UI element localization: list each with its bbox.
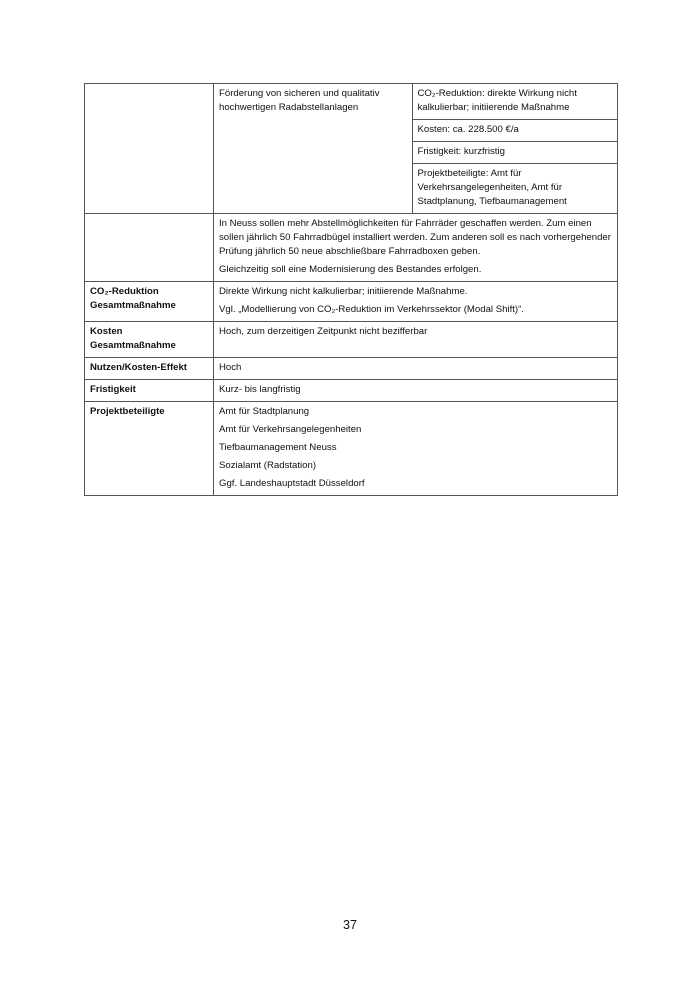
description-text: In Neuss sollen mehr Abstellmöglichkeiten für Fahrräder geschaffen werden. Zum einen sollen jährlich 50 Fahrradbügel installiert werden. Zum anderen soll es nach vorhergehender Prüfung jährlich 50 neue abschließbare Fahrradboxen geben.	[219, 218, 611, 257]
co2-line-2: Vgl. „Modellierung von CO₂-Reduktion im Verkehrssektor (Modal Shift)“.	[219, 304, 524, 315]
participant-item: Amt für Stadtplanung	[219, 406, 310, 417]
term-value: Kurz- bis langfristig	[214, 380, 618, 402]
co2-label: CO₂-Reduktion Gesamtmaßnahme	[85, 282, 214, 322]
measure-row	[85, 84, 618, 214]
participant-item: Ggf. Landeshauptstadt Düsseldorf	[219, 478, 365, 489]
participants-list	[214, 402, 618, 496]
measure-cost-cell: Kosten: ca. 228.500 €/a	[412, 120, 618, 142]
page-number: 37	[343, 918, 357, 932]
description-cell	[214, 214, 618, 282]
participants-label: Projektbeteiligte	[85, 402, 214, 496]
co2-row	[85, 282, 618, 322]
empty-label-cell-2	[85, 214, 214, 282]
measure-term-cell: Fristigkeit: kurzfristig	[412, 142, 618, 164]
benefit-value: Hoch	[214, 358, 618, 380]
description-row	[85, 214, 618, 282]
term-row	[85, 380, 618, 402]
cost-row	[85, 322, 618, 358]
co2-line-1: Direkte Wirkung nicht kalkulierbar; initiierende Maßnahme.	[219, 286, 468, 297]
measure-detail-cell	[214, 84, 618, 214]
measure-title: Förderung von sicheren und qualitativ hochwertigen Radabstellanlagen	[219, 88, 380, 113]
cost-label: Kosten Gesamtmaßnahme	[85, 322, 214, 358]
measure-inner-table	[214, 84, 618, 213]
co2-value-cell	[214, 282, 618, 322]
cost-value: Hoch, zum derzeitigen Zeitpunkt nicht bezifferbar	[214, 322, 618, 358]
measure-table	[84, 83, 618, 496]
description-text-2: Gleichzeitig soll eine Modernisierung des Bestandes erfolgen.	[219, 264, 482, 275]
participant-item: Amt für Verkehrsangelegenheiten	[219, 424, 362, 435]
participants-row	[85, 402, 618, 496]
measure-co2-cell: CO₂-Reduktion: direkte Wirkung nicht kalkulierbar; initiierende Maßnahme	[412, 84, 618, 120]
benefit-label: Nutzen/Kosten-Effekt	[85, 358, 214, 380]
participant-item: Sozialamt (Radstation)	[219, 460, 317, 471]
empty-label-cell	[85, 84, 214, 214]
measure-participants-cell: Projektbeteiligte: Amt für Verkehrsangelegenheiten, Amt für Stadtplanung, Tiefbaumanagement	[412, 164, 618, 214]
participant-item: Tiefbaumanagement Neuss	[219, 442, 337, 453]
benefit-row	[85, 358, 618, 380]
term-label: Fristigkeit	[85, 380, 214, 402]
